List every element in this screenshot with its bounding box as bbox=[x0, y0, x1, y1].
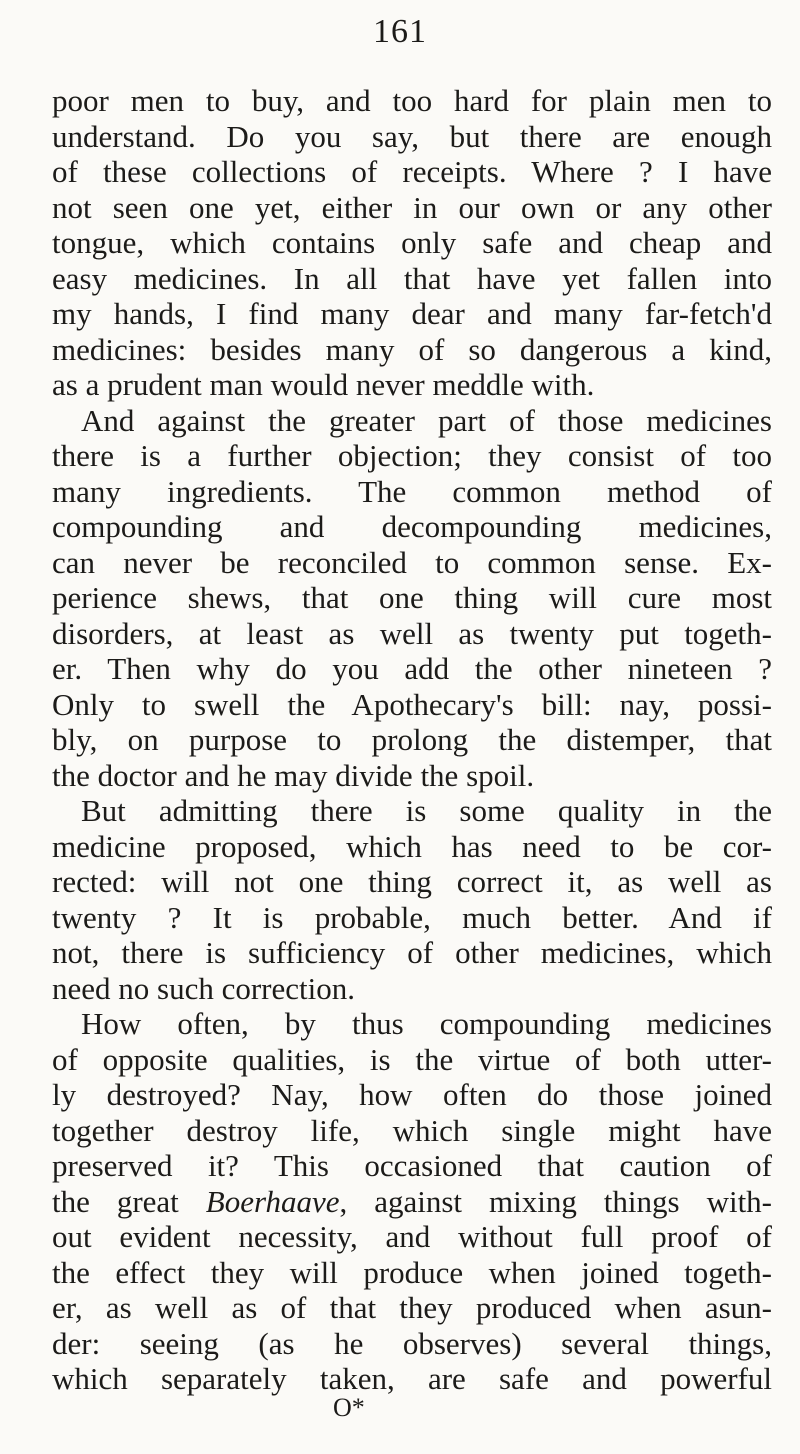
text-line: rected: will not one thing correct it, as well as bbox=[52, 864, 772, 899]
text-line: my hands, I find many dear and many far-fetch'd bbox=[52, 296, 772, 331]
text-line: Only to swell the Apothecary's bill: nay, possi- bbox=[52, 686, 772, 722]
text-line: But admitting there is some quality in the bbox=[81, 793, 772, 828]
text-line: How often, by thus compounding medicines bbox=[81, 1006, 772, 1041]
signature-mark: O* bbox=[333, 1393, 365, 1422]
text-line: the doctor and he may divide the spoil. bbox=[52, 757, 535, 793]
text-line: as a prudent man would never meddle with. bbox=[52, 367, 595, 402]
text-line: can never be reconciled to common sense. Ex- bbox=[52, 544, 772, 580]
text-line: compounding and decompounding medicines, bbox=[52, 509, 772, 544]
text-line: not seen one yet, either in our own or any other bbox=[52, 189, 772, 225]
text-line: er. Then why do you add the other nineteen ? bbox=[52, 651, 772, 686]
text-line: understand. Do you say, but there are enough bbox=[52, 118, 772, 154]
text-line: poor men to buy, and too hard for plain men to bbox=[52, 83, 772, 118]
body-text bbox=[52, 83, 772, 1397]
text-line: medicine proposed, which has need to be cor- bbox=[52, 828, 772, 864]
text-line: perience shews, that one thing will cure most bbox=[52, 580, 772, 615]
proper-name-boerhaave: Boerhaave bbox=[205, 1183, 340, 1219]
text-line: tongue, which contains only safe and cheap and bbox=[52, 225, 772, 260]
text-line: er, as well as of that they produced when asun- bbox=[52, 1290, 772, 1325]
text-line: twenty ? It is probable, much better. And if bbox=[52, 899, 772, 935]
text-line: which separately taken, are safe and powerful bbox=[52, 1361, 772, 1396]
text-line: many ingredients. The common method of bbox=[52, 473, 772, 509]
text-line: of opposite qualities, is the virtue of both utter- bbox=[52, 1041, 772, 1077]
text-line: preserved it? This occasioned that caution of bbox=[52, 1148, 772, 1183]
text-line bbox=[52, 1184, 772, 1220]
text-line: not, there is sufficiency of other medicines, which bbox=[52, 935, 772, 970]
text-line: there is a further objection; they consist of too bbox=[52, 438, 772, 473]
text-line: ly destroyed? Nay, how often do those joined bbox=[52, 1077, 772, 1112]
text-line: out evident necessity, and without full proof of bbox=[52, 1219, 772, 1254]
text-line: disorders, at least as well as twenty put togeth- bbox=[52, 615, 772, 651]
text-line: And against the greater part of those medicines bbox=[81, 402, 772, 438]
text-segment: the great bbox=[52, 1183, 206, 1219]
text-line: of these collections of receipts. Where ? I have bbox=[52, 154, 772, 189]
page-number: 161 bbox=[373, 13, 427, 50]
text-line: easy medicines. In all that have yet fallen into bbox=[52, 260, 772, 296]
text-line: together destroy life, which single might have bbox=[52, 1112, 772, 1148]
text-line: medicines: besides many of so dangerous a kind, bbox=[52, 331, 772, 367]
text-line: der: seeing (as he observes) several things, bbox=[52, 1325, 772, 1361]
text-segment: , against mixing things with- bbox=[339, 1183, 773, 1219]
text-line: the effect they will produce when joined togeth- bbox=[52, 1254, 772, 1290]
text-line: bly, on purpose to prolong the distemper, that bbox=[52, 722, 772, 757]
text-line: need no such correction. bbox=[52, 970, 355, 1006]
